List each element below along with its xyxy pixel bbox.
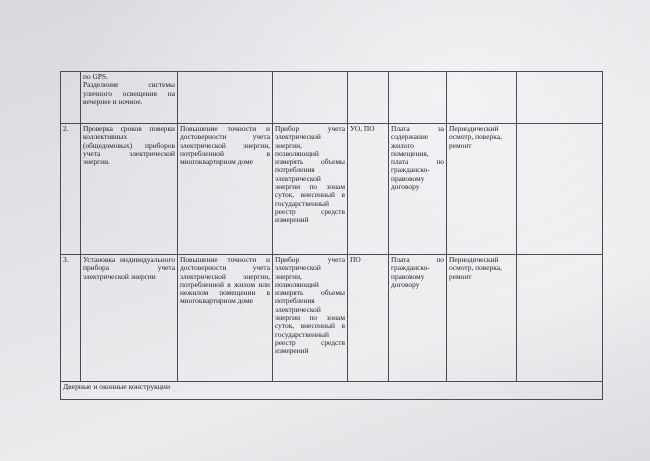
- row-number: 3.: [61, 255, 81, 382]
- table-row: [61, 255, 603, 382]
- responsible-cell: УО, ПО: [348, 124, 389, 255]
- empty-cell: [517, 124, 603, 255]
- goal-cell: Повышение точности и достоверности учета электрической энергии, потребленной в многоквартирном доме: [178, 124, 273, 255]
- measures-table: [60, 71, 603, 400]
- financing-cell: Плата по гражданско-правовому договору: [389, 255, 447, 382]
- financing-cell: Плата за содержание жилого помещения, плата по гражданско-правовому договору: [389, 124, 447, 255]
- activity-cell: Проверка сроков поверки коллективных (общедомовых) приборов учета электрической энергии.: [81, 124, 178, 255]
- section-row: [61, 382, 603, 400]
- table-row: [61, 124, 603, 255]
- control-cell: Периодический осмотр, поверка, ремонт: [447, 255, 517, 382]
- equipment-cell: Прибор учета электрической энергии, позволяющий измерять объемы потребления электрической энергии по зонам суток, внесенный в государственный реестр средств измерений: [273, 255, 348, 382]
- control-cell: [447, 72, 517, 124]
- activity-cell: Установка индивидуального прибора учета электрической энергии: [81, 255, 178, 382]
- empty-cell: [517, 255, 603, 382]
- empty-cell: [517, 72, 603, 124]
- activity-cell: по GPS. Разделение системы уличного освещения на вечернее и ночное.: [81, 72, 178, 124]
- financing-cell: [389, 72, 447, 124]
- equipment-cell: Прибор учета электрической энергии, позволяющий измерять объемы потребления электрической энергии по зонам суток, внесенный в государственный реестр средств измерений: [273, 124, 348, 255]
- row-number: 2.: [61, 124, 81, 255]
- responsible-cell: ПО: [348, 255, 389, 382]
- table-row: [61, 72, 603, 124]
- control-cell: Периодический осмотр, поверка, ремонт: [447, 124, 517, 255]
- goal-cell: Повышение точности и достоверности учета электрической энергии, потребленной в жилом или нежилом помещении в многоквартирном доме: [178, 255, 273, 382]
- goal-cell: [178, 72, 273, 124]
- equipment-cell: [273, 72, 348, 124]
- row-number: [61, 72, 81, 124]
- responsible-cell: [348, 72, 389, 124]
- section-title: Дверные и оконные конструкции: [61, 382, 603, 400]
